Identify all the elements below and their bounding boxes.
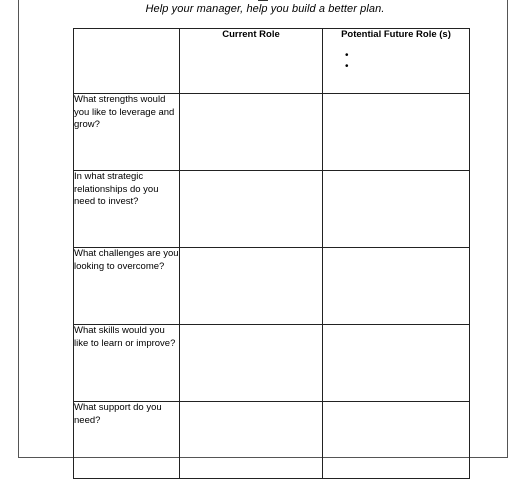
- answer-current-role-cell[interactable]: [180, 94, 323, 171]
- table-header-row: [74, 29, 470, 94]
- answer-future-role-cell[interactable]: [323, 248, 470, 325]
- question-relationships: In what strategic relationships do you need to invest?: [74, 171, 180, 248]
- document-subtitle: Help your manager, help you build a better plan.: [145, 3, 385, 15]
- answer-future-role-cell[interactable]: [323, 171, 470, 248]
- header-potential-future-role: [323, 29, 470, 94]
- question-skills: What skills would you like to learn or improve?: [74, 325, 180, 402]
- table-row: [74, 402, 470, 479]
- table-row: [74, 94, 470, 171]
- answer-future-role-cell[interactable]: [323, 325, 470, 402]
- answer-future-role-cell[interactable]: [323, 94, 470, 171]
- title-fragment: [228, 0, 298, 2]
- answer-current-role-cell[interactable]: [180, 171, 323, 248]
- future-role-bullet-list: [323, 50, 469, 72]
- bullet-item[interactable]: [345, 50, 469, 61]
- table-row: [74, 325, 470, 402]
- answer-future-role-cell[interactable]: [323, 402, 470, 479]
- answer-current-role-cell[interactable]: [180, 325, 323, 402]
- header-potential-future-role-label: Potential Future Role (s): [341, 29, 451, 40]
- question-strengths: What strengths would you like to leverage and grow?: [74, 94, 180, 171]
- answer-current-role-cell[interactable]: [180, 248, 323, 325]
- question-challenges: What challenges are you looking to overcome?: [74, 248, 180, 325]
- career-plan-table: [73, 28, 470, 479]
- header-current-role: Current Role: [180, 29, 323, 94]
- table-row: [74, 171, 470, 248]
- header-blank-cell: [74, 29, 180, 94]
- question-support: What support do you need?: [74, 402, 180, 479]
- answer-current-role-cell[interactable]: [180, 402, 323, 479]
- bullet-item[interactable]: [345, 61, 469, 72]
- table-row: [74, 248, 470, 325]
